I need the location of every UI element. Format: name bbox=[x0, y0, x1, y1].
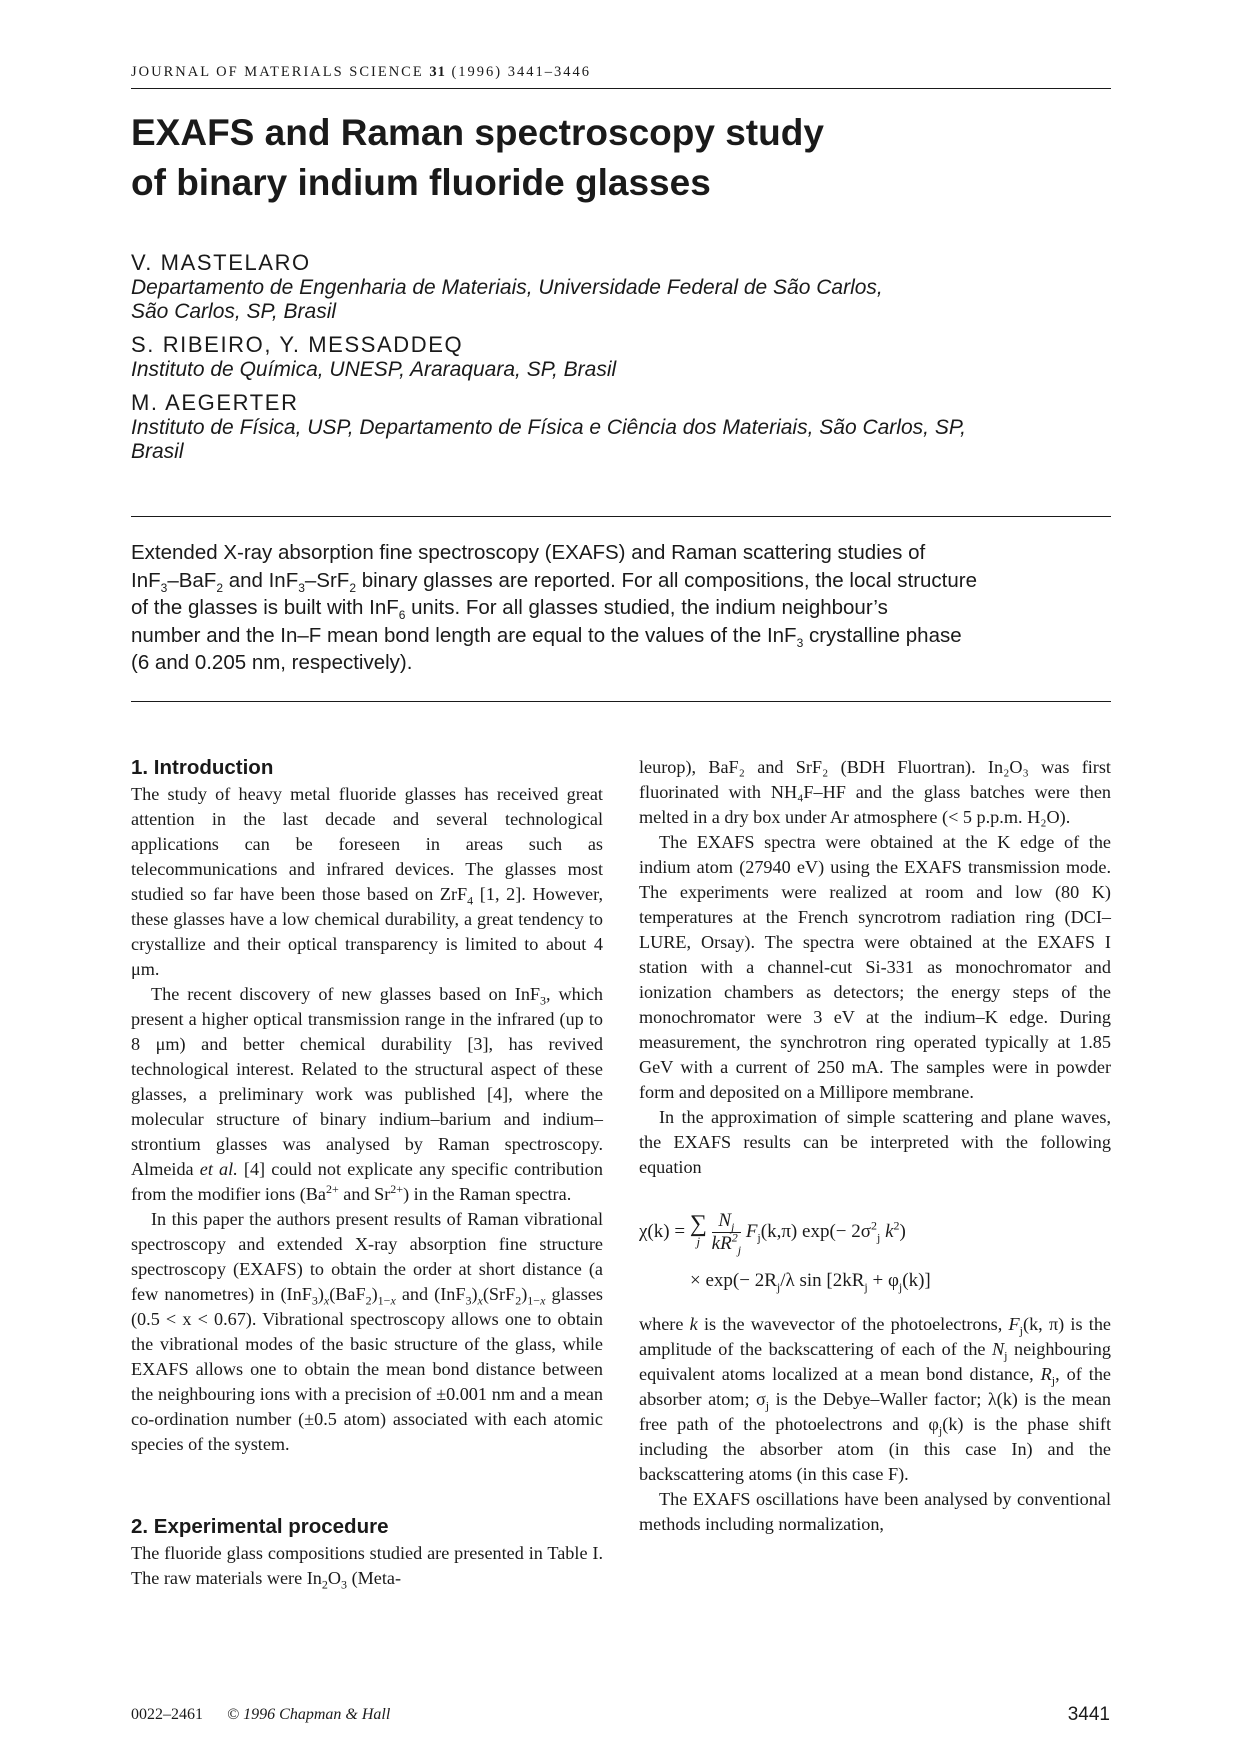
paragraph-text: [4] could not explicate any specific contribution from the modifier ions (Ba bbox=[131, 1159, 603, 1204]
author-names: S. RIBEIRO, Y. MESSADDEQ bbox=[131, 332, 464, 357]
affiliation-line: Instituto de Física, USP, Departamento de Física e Ciência dos Materiais, São Carlos, SP, bbox=[131, 416, 966, 439]
equation-term: + φ bbox=[867, 1270, 899, 1291]
header-rule bbox=[131, 88, 1111, 89]
paragraph: The EXAFS spectra were obtained at the K edge of the indium atom (27940 eV) using the EXAFS transmission mode. The experiments were realized at room and low (80 K) temperatures at the French syncrotrom radiation ring (DCI–LURE, Orsay). The spectra were obtained at the EXAFS I station with a channel-cut Si-331 as monochromator and ionization chambers as detectors; the energy steps of the monochromator were 3 eV at the indium–K edge. During measurement, the synchrotron ring operated typically at 1.85 GeV with a current of 250 mA. The samples were in powder form and deposited on a Millipore membrane. bbox=[639, 832, 1111, 1102]
paragraph-text: ) in the Raman spectra. bbox=[403, 1184, 572, 1204]
subscript: j bbox=[1051, 1373, 1056, 1388]
issn: 0022–2461 bbox=[131, 1706, 203, 1723]
paragraph-text: is the Debye–Waller factor; λ(k) is the mean free path of the photoelectrons and φ bbox=[639, 1389, 1111, 1434]
subscript: 3 bbox=[160, 580, 168, 595]
section-heading-experimental: 2. Experimental procedure bbox=[131, 1515, 389, 1538]
subscript: x bbox=[477, 1293, 483, 1308]
right-column bbox=[639, 755, 1111, 1537]
superscript: 2 bbox=[893, 1218, 900, 1233]
author-affiliation bbox=[131, 416, 1111, 464]
paragraph-text: (k) is the phase shift including the absorber atom (in this case In) and the backscattering atoms (in this case F). bbox=[639, 1414, 1111, 1484]
subscript: j bbox=[765, 1398, 770, 1413]
subscript: 3 bbox=[341, 1577, 348, 1592]
equation-term: ) bbox=[899, 1220, 906, 1242]
journal-volume: 31 bbox=[429, 64, 446, 80]
abstract bbox=[131, 539, 1111, 677]
paragraph-text: In this paper the authors present results of Raman vibrational spectroscopy and extended X-ray absorption fine structure spectroscopy (EXAFS) to obtain the order at short distance (a few nanometres) in (InF bbox=[131, 1209, 603, 1304]
paragraph-text: O bbox=[327, 1568, 342, 1588]
paragraph-text: The fluoride glass compositions studied are presented in Table I. The raw materials were In bbox=[131, 1543, 603, 1588]
subscript: 3 bbox=[298, 580, 305, 595]
italic-text: k bbox=[689, 1314, 698, 1334]
subscript: j bbox=[776, 1279, 781, 1294]
author-affiliation bbox=[131, 276, 1111, 324]
equation-term: k bbox=[880, 1220, 894, 1242]
abstract-rule-top bbox=[131, 516, 1111, 517]
subscript: 4 bbox=[467, 893, 474, 908]
abstract-text: crystalline phase bbox=[803, 623, 962, 647]
journal-name: JOURNAL OF MATERIALS SCIENCE bbox=[131, 64, 424, 80]
author-names: V. MASTELARO bbox=[131, 250, 311, 275]
affiliation-line: São Carlos, SP, Brasil bbox=[131, 300, 337, 323]
subscript: 1−x bbox=[527, 1293, 546, 1308]
paragraph bbox=[131, 782, 603, 982]
subscript: j bbox=[876, 1230, 881, 1245]
equation-term: (k)] bbox=[902, 1270, 931, 1291]
abstract-line: Extended X-ray absorption fine spectroscopy (EXAFS) and Raman scattering studies of bbox=[131, 541, 926, 564]
equation-term: (k,π) exp(− 2σ bbox=[760, 1220, 871, 1242]
abstract-text: binary glasses are reported. For all compositions, the local structure bbox=[356, 568, 978, 592]
paragraph-text: The study of heavy metal fluoride glasses has received great attention in the last decade and several technological applications can be foreseen in areas such as telecommunications and infrared devices. The glasses most studied so far have been those based on ZrF bbox=[131, 784, 603, 904]
subscript: j bbox=[1019, 1323, 1024, 1338]
subscript: 1−x bbox=[377, 1293, 396, 1308]
subscript: j bbox=[757, 1230, 761, 1245]
paragraph: In this paper the authors present results of Raman vibrational spectroscopy and extended X-ray absorption fine structure spectroscopy (EXAFS) to obtain the order at short distance (a few nanometres) in $(InF_3)_x(BaF_2)_{1-x}$ and $(InF_3)_x(SrF_2)_{1-x}$ glasses (0.5 < x < 0.67). Vibrational spectroscopy allows one to obtain the vibrational modes of the basic structure of the glass, while EXAFS allows one to obtain the mean bond distance between the neighbouring ions with a precision of ±0.001 nm and a mean co-ordination number (±0.5 atom) associated with each atomic species of the system. bbox=[131, 1209, 603, 1454]
subscript: 3 bbox=[796, 635, 804, 650]
superscript: 2+ bbox=[325, 1181, 339, 1196]
journal-header bbox=[131, 64, 1111, 81]
section-heading-introduction: 1. Introduction bbox=[131, 756, 274, 779]
affiliation-line: Instituto de Química, UNESP, Araraquara, SP, Brasil bbox=[131, 358, 617, 381]
equation-line-1 bbox=[639, 1210, 906, 1255]
superscript: 2 bbox=[731, 1230, 738, 1245]
italic-text: et al. bbox=[199, 1159, 238, 1179]
paragraph-text: where bbox=[639, 1314, 690, 1334]
paragraph-text: is the wavevector of the photoelectrons, bbox=[697, 1314, 1009, 1334]
equation-term: F bbox=[741, 1220, 758, 1242]
title-line-1: EXAFS and Raman spectroscopy study bbox=[131, 112, 824, 153]
paragraph-text: (k, π) is the amplitude of the backscattering of each of the bbox=[639, 1314, 1112, 1359]
equation-term: /λ sin [2kR bbox=[780, 1270, 865, 1291]
subscript: 2 bbox=[349, 580, 357, 595]
paper-title bbox=[131, 108, 1111, 208]
numerator-text: N bbox=[718, 1210, 732, 1231]
equation-lhs: χ(k) = bbox=[639, 1220, 690, 1242]
subscript: j bbox=[731, 1219, 735, 1234]
subscript: 6 bbox=[398, 608, 406, 623]
subscript: j bbox=[898, 1279, 903, 1294]
subscript: 2 bbox=[515, 1293, 522, 1308]
abstract-text: of the glasses is built with InF bbox=[131, 596, 399, 619]
sum-symbol bbox=[689, 1210, 707, 1251]
exafs-equation bbox=[639, 1202, 1111, 1298]
paragraph-text: The recent discovery of new glasses based on InF bbox=[151, 984, 541, 1004]
paragraph: In the approximation of simple scattering and plane waves, the EXAFS results can be interpreted with the following equation bbox=[639, 1107, 1111, 1177]
paragraph-text: [1, 2]. However, these glasses have a low chemical durability, a great tendency to crystallize and their optical transparency is limited to about 4 μm. bbox=[131, 884, 603, 979]
subscript: 3 bbox=[465, 1293, 472, 1308]
paragraph bbox=[639, 1312, 1111, 1487]
italic-text: F bbox=[1008, 1314, 1020, 1334]
author-affiliation bbox=[131, 358, 1111, 382]
author-names: M. AEGERTER bbox=[131, 390, 299, 415]
subscript: 3 bbox=[540, 993, 547, 1008]
abstract-text: units. For all glasses studied, the indium neighbour’s bbox=[405, 596, 888, 619]
subscript: 3 bbox=[311, 1293, 318, 1308]
subscript: 2 bbox=[321, 1577, 328, 1592]
fraction-numerator bbox=[712, 1210, 741, 1233]
paragraph bbox=[131, 982, 603, 1207]
abstract-line bbox=[131, 622, 1111, 650]
superscript: 2 bbox=[870, 1218, 877, 1233]
author-block bbox=[131, 250, 1111, 472]
subscript: 2 bbox=[365, 1293, 372, 1308]
italic-text: N bbox=[992, 1339, 1005, 1359]
paragraph-text: , of the absorber atom; σ bbox=[639, 1364, 1111, 1409]
subscript: x bbox=[323, 1293, 330, 1308]
subscript: j bbox=[938, 1423, 943, 1438]
footer-issn bbox=[131, 1706, 390, 1724]
affiliation-line: Brasil bbox=[131, 440, 184, 463]
superscript: 2+ bbox=[390, 1181, 404, 1196]
abstract-text: InF bbox=[131, 568, 161, 592]
paragraph-text: , which present a higher optical transmission range in the infrared (up to 8 μm) and better chemical durability [3], has revived technological interest. Related to the structural aspect of these glasses, a preliminary work was published [4], where the molecular structure of binary indium–barium and indium–strontium glasses was analysed by Raman spectroscopy. Almeida bbox=[131, 984, 603, 1179]
fraction bbox=[712, 1210, 741, 1255]
subscript: 2 bbox=[216, 580, 223, 595]
equation-line-2 bbox=[690, 1268, 931, 1293]
section-spacer bbox=[131, 1457, 603, 1514]
journal-year-pages: (1996) 3441–3446 bbox=[451, 64, 592, 80]
equation-term: × exp(− 2R bbox=[690, 1270, 777, 1291]
paragraph-text: and Sr bbox=[338, 1184, 391, 1204]
paragraph: The EXAFS oscillations have been analysed by conventional methods including normalization, bbox=[639, 1489, 1111, 1534]
abstract-rule-bottom bbox=[131, 701, 1111, 702]
copyright: © 1996 Chapman & Hall bbox=[227, 1706, 391, 1723]
italic-text: R bbox=[1040, 1364, 1052, 1384]
page-number: 3441 bbox=[1067, 1704, 1110, 1725]
left-column bbox=[131, 755, 603, 1591]
fraction-denominator bbox=[711, 1230, 742, 1257]
abstract-line: (6 and 0.205 nm, respectively). bbox=[131, 651, 413, 674]
paragraph bbox=[131, 1541, 603, 1591]
subscript: j bbox=[864, 1279, 868, 1294]
sum-sign: ∑ bbox=[689, 1210, 707, 1237]
paragraph: leurop), BaF₂ and SrF₂ (BDH Fluortran). In₂O₃ was first fluorinated with NH₄F–HF and the glass batches were then melted in a dry box under Ar atmosphere (< 5 p.p.m. H₂O). bbox=[639, 757, 1111, 827]
sum-index: j bbox=[696, 1233, 701, 1249]
abstract-text: –SrF bbox=[304, 568, 350, 592]
title-line-2: of binary indium fluoride glasses bbox=[131, 162, 711, 203]
affiliation-line: Departamento de Engenharia de Materiais, Universidade Federal de São Carlos, bbox=[131, 276, 883, 299]
abstract-text: number and the In–F mean bond length are equal to the values of the InF bbox=[131, 623, 797, 647]
paragraph-text: neighbouring equivalent atoms localized at a mean bond distance, bbox=[639, 1339, 1111, 1384]
abstract-line bbox=[131, 594, 1111, 622]
denominator-text: kR bbox=[711, 1233, 732, 1254]
abstract-text: and InF bbox=[223, 568, 299, 592]
paragraph-text: glasses (0.5 < x < 0.67). Vibrational spectroscopy allows one to obtain the vibrational modes of the basic structure of the glass, while EXAFS allows one to obtain the mean bond distance between the neighbouring ions with a precision of ±0.001 nm and a mean co-ordination number (±0.5 atom) associated with each atomic species of the system. bbox=[131, 1284, 603, 1454]
abstract-text: –BaF bbox=[167, 568, 217, 592]
subscript: j bbox=[1004, 1348, 1008, 1363]
abstract-line bbox=[131, 567, 1111, 595]
paragraph-text: (Meta- bbox=[347, 1568, 402, 1588]
subscript: j bbox=[737, 1242, 742, 1257]
